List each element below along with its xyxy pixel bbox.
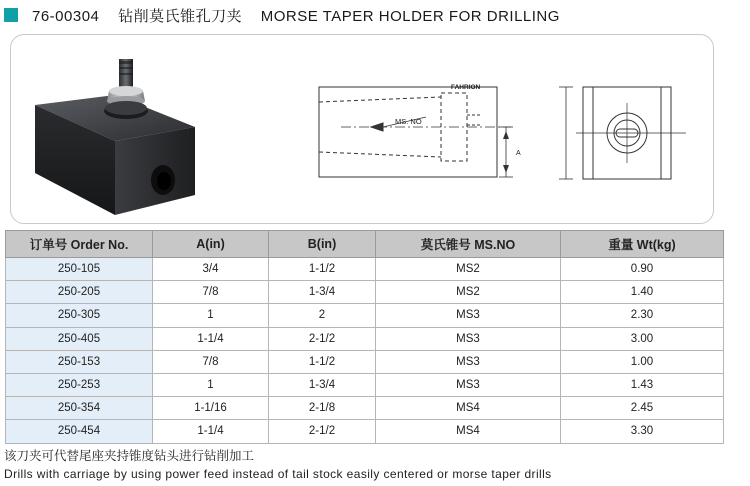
cell-b-in: 2-1/2 [269, 327, 376, 350]
page-header [0, 0, 750, 30]
table-row [6, 281, 724, 304]
col-a-in: A(in) [153, 231, 269, 258]
technical-drawing [311, 77, 701, 217]
cell-order-no: 250-253 [6, 373, 153, 396]
cell-order-no: 250-105 [6, 258, 153, 281]
product-image-panel [10, 34, 714, 224]
table-row [6, 397, 724, 420]
table-row [6, 350, 724, 373]
note-chinese: 该刀夹可代替尾座夹持锥度钻头进行钻削加工 [4, 449, 255, 463]
cell-order-no: 250-305 [6, 304, 153, 327]
cell-ms-no: MS2 [376, 281, 561, 304]
cell-b-in: 2-1/8 [269, 397, 376, 420]
cell-a-in: 1-1/4 [153, 327, 269, 350]
cell-order-no: 250-153 [6, 350, 153, 373]
table-row [6, 373, 724, 396]
a-dimension-label: A [516, 150, 521, 157]
cell-b-in: 2-1/2 [269, 420, 376, 443]
cell-order-no: 250-454 [6, 420, 153, 443]
cell-ms-no: MS3 [376, 304, 561, 327]
cell-a-in: 1 [153, 304, 269, 327]
cell-ms-no: MS2 [376, 258, 561, 281]
cell-a-in: 1 [153, 373, 269, 396]
product-photo [35, 55, 245, 225]
ms-no-label: MS. NO [395, 117, 422, 126]
table-row [6, 258, 724, 281]
cell-weight: 1.40 [561, 281, 724, 304]
table-row [6, 304, 724, 327]
cell-a-in: 3/4 [153, 258, 269, 281]
cell-ms-no: MS3 [376, 327, 561, 350]
cell-b-in: 1-1/2 [269, 350, 376, 373]
col-ms-no: 莫氏锥号 MS.NO [376, 231, 561, 258]
cell-ms-no: MS4 [376, 420, 561, 443]
table-row [6, 327, 724, 350]
cell-weight: 2.45 [561, 397, 724, 420]
cell-order-no: 250-205 [6, 281, 153, 304]
accent-square [4, 8, 18, 22]
cell-a-in: 1-1/16 [153, 397, 269, 420]
product-code: 76-00304 [32, 8, 100, 25]
cell-a-in: 1-1/4 [153, 420, 269, 443]
cell-a-in: 7/8 [153, 350, 269, 373]
cell-weight: 0.90 [561, 258, 724, 281]
col-b-in: B(in) [269, 231, 376, 258]
cell-ms-no: MS3 [376, 373, 561, 396]
cell-b-in: 2 [269, 304, 376, 327]
cell-ms-no: MS4 [376, 397, 561, 420]
cell-weight: 1.43 [561, 373, 724, 396]
cell-b-in: 1-1/2 [269, 258, 376, 281]
brand-label: FAHRION [451, 84, 481, 91]
table-row [6, 420, 724, 443]
col-weight: 重量 Wt(kg) [561, 231, 724, 258]
cell-b-in: 1-3/4 [269, 373, 376, 396]
cell-weight: 2.30 [561, 304, 724, 327]
col-order-no: 订单号 Order No. [6, 231, 153, 258]
spec-table [5, 230, 724, 444]
cell-a-in: 7/8 [153, 281, 269, 304]
cell-order-no: 250-354 [6, 397, 153, 420]
title-chinese: 钻削莫氏锥孔刀夹 [118, 8, 243, 25]
note-english: Drills with carriage by using power feed instead of tail stock easily centered or morse taper drills [4, 467, 552, 481]
cell-weight: 3.00 [561, 327, 724, 350]
cell-order-no: 250-405 [6, 327, 153, 350]
cell-b-in: 1-3/4 [269, 281, 376, 304]
cell-weight: 3.30 [561, 420, 724, 443]
cell-weight: 1.00 [561, 350, 724, 373]
cell-ms-no: MS3 [376, 350, 561, 373]
title-english: MORSE TAPER HOLDER FOR DRILLING [260, 8, 560, 25]
table-header-row [6, 231, 724, 258]
page-title [32, 5, 574, 26]
